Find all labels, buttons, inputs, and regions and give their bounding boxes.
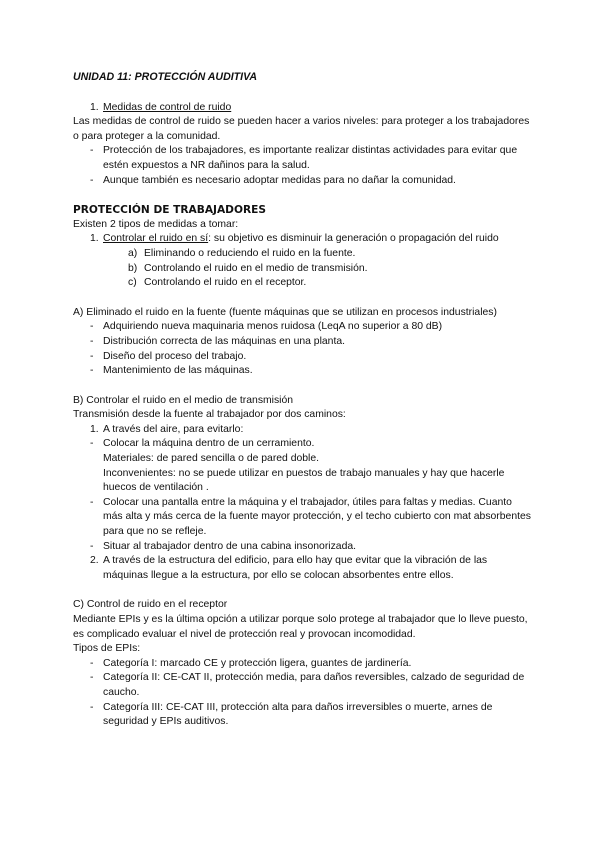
- sec1-heading: [73, 101, 533, 116]
- list-item: [73, 554, 533, 583]
- dash-marker: -: [90, 321, 94, 333]
- alpha-marker: b): [128, 262, 138, 274]
- list-item-text: Categoría III: CE-CAT III, protección alta para daños irreversibles o muerte, arnes de seguridad y EPIs auditivos.: [103, 701, 493, 728]
- list-item: [73, 350, 533, 365]
- list-item: [73, 437, 533, 495]
- sub-list-item-text: Eliminando o reduciendo el ruido en la fuente.: [144, 247, 356, 259]
- sec1-intro: Las medidas de control de ruido se pueden hacer a varios niveles: para proteger a los trabajadores o para proteger a la comunidad.: [73, 116, 530, 142]
- sub-list-item-text: Controlando el ruido en el medio de transmisión.: [144, 262, 368, 274]
- secC-types: Tipos de EPIs:: [73, 643, 141, 655]
- dash-marker: -: [90, 701, 94, 713]
- list-item-text: Distribución correcta de las máquinas en una planta.: [103, 335, 346, 347]
- list-item: [73, 496, 533, 540]
- list-item-text: Adquiriendo nueva maquinaria menos ruidosa (LeqA no superior a 80 dB): [103, 321, 443, 333]
- list-item: [73, 701, 533, 730]
- dash-marker: -: [90, 672, 94, 684]
- list-item: [73, 364, 533, 379]
- list-marker: 2.: [90, 555, 99, 567]
- list-item-text: Colocar la máquina dentro de un cerramiento.: [103, 438, 315, 450]
- dash-marker: -: [90, 365, 94, 377]
- dash-marker: -: [90, 496, 94, 508]
- list-item-text: Categoría I: marcado CE y protección ligera, guantes de jardinería.: [103, 657, 412, 669]
- page-title: UNIDAD 11: PROTECCIÓN AUDITIVA: [73, 71, 258, 83]
- secC-intro: Mediante EPIs y es la última opción a utilizar porque solo protege al trabajador que lo lleve puesto, es complicado evaluar el nivel de protección real y provocan incomodidad.: [73, 614, 528, 640]
- list-item: [73, 335, 533, 350]
- secB-intro: Transmisión desde la fuente al trabajador por dos caminos:: [73, 409, 346, 421]
- list-item-text: Mantenimiento de las máquinas.: [103, 365, 253, 377]
- list-item: [73, 657, 533, 672]
- list-item-text: Aunque también es necesario adoptar medidas para no dañar la comunidad.: [103, 174, 456, 186]
- sub-list-item-text: Controlando el ruido en el receptor.: [144, 277, 307, 289]
- sub-list-item: [73, 262, 533, 277]
- sec2-intro: Existen 2 tipos de medidas a tomar:: [73, 218, 239, 230]
- dash-marker: -: [90, 350, 94, 362]
- list-item: [73, 174, 533, 189]
- list-item-text: Situar al trabajador dentro de una cabina insonorizada.: [103, 540, 357, 552]
- list-item: [73, 671, 533, 700]
- item-lead: Controlar el ruido en sí: [103, 233, 209, 245]
- list-marker: 1.: [90, 423, 99, 435]
- document-page: [73, 70, 533, 730]
- dash-marker: -: [90, 657, 94, 669]
- dash-marker: -: [90, 174, 94, 186]
- sec2-heading: PROTECCIÓN DE TRABAJADORES: [73, 204, 266, 217]
- alpha-marker: c): [128, 277, 137, 289]
- list-item-text: Diseño del proceso del trabajo.: [103, 350, 247, 362]
- list-item: [73, 423, 533, 438]
- secA-heading: A) Eliminado el ruido en la fuente (fuente máquinas que se utilizan en procesos industriales): [73, 306, 497, 318]
- sub-list-item: [73, 276, 533, 291]
- sub-list-item: [73, 247, 533, 262]
- list-item: [73, 144, 533, 173]
- list-marker: 1.: [90, 233, 99, 245]
- list-item-text: Inconvenientes: no se puede utilizar en puestos de trabajo manuales y hay que hacerle huecos de ventilación .: [103, 467, 505, 494]
- list-item-text: A través del aire, para evitarlo:: [103, 423, 244, 435]
- dash-marker: -: [90, 335, 94, 347]
- item-rest: : su objetivo es disminuir la generación o propagación del ruido: [208, 233, 499, 245]
- dash-marker: -: [90, 145, 94, 157]
- secB-heading: B) Controlar el ruido en el medio de transmisión: [73, 394, 294, 406]
- list-item-text: Materiales: de pared sencilla o de pared doble.: [103, 453, 320, 465]
- list-marker: 1.: [90, 101, 99, 113]
- dash-marker: -: [90, 438, 94, 450]
- sec1-heading-text: Medidas de control de ruido: [103, 101, 232, 113]
- list-item-text: Protección de los trabajadores, es importante realizar distintas actividades para evitar que estén expuestos a NR dañinos para la salud.: [103, 145, 518, 171]
- list-item-text: A través de la estructura del edificio, para ello hay que evitar que la vibración de las máquinas llegue a la estructura, por ello se colocan absorbentes entre ellos.: [103, 555, 488, 581]
- list-item: [73, 320, 533, 335]
- dash-marker: -: [90, 540, 94, 552]
- alpha-marker: a): [128, 247, 138, 259]
- secC-heading: C) Control de ruido en el receptor: [73, 599, 228, 611]
- list-item: [73, 232, 533, 247]
- list-item: [73, 540, 533, 555]
- list-item-text: Colocar una pantalla entre la máquina y el trabajador, útiles para faltas y medias. Cuanto más alta y más cerca de la fuente mayor protección, y el techo cubierto con mat absorbentes para que no se refleje.: [103, 496, 531, 538]
- list-item-text: Categoría II: CE-CAT II, protección media, para daños reversibles, calzado de seguridad de caucho.: [103, 672, 525, 698]
